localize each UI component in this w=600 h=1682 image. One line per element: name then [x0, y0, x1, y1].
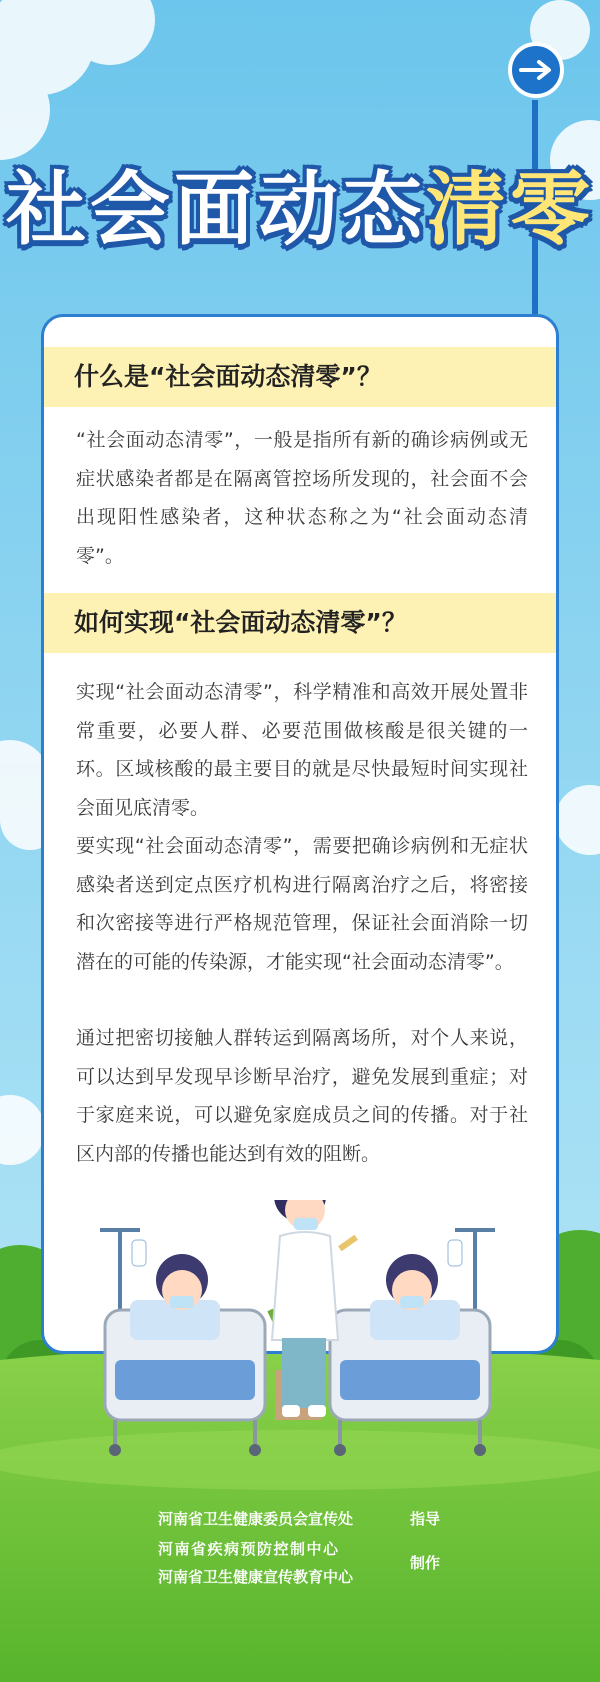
section-paragraph-how-3: 通过把密切接触人群转运到隔离场所，对个人来说，可以达到早发现早诊断早治疗，避免发展到重症；对于家庭来说，可以避免家庭成员之间的传播。对于社区内部的传播也能达到有效的阻断。 [76, 1027, 528, 1165]
page-title [0, 160, 600, 260]
title-highlight: 清零 [426, 163, 594, 256]
credit-org-2: 河南省疾病预防控制中心 [158, 1540, 340, 1558]
section-heading-how: 如何实现“社会面动态清零”？ [44, 593, 556, 653]
section-heading-what: 什么是“社会面动态清零”？ [44, 347, 556, 407]
content-card [41, 314, 559, 1354]
section-paragraph-how-1: 实现“社会面动态清零”，科学精准和高效开展处置非常重要，必要人群、必要范围做核酸是很关键的一环。区域核酸的最主要目的就是尽快最短时间实现社会面见底清零。 [76, 681, 528, 819]
next-button[interactable] [508, 42, 564, 98]
title-main: 社会面动态 [6, 163, 426, 256]
credit-role-guide: 指导 [410, 1510, 441, 1528]
credit-org-1: 河南省卫生健康委员会宣传处 [158, 1510, 354, 1528]
credit-role-produce: 制作 [410, 1554, 441, 1572]
arrow-right-icon [519, 59, 553, 81]
section-paragraph-what: “社会面动态清零”，一般是指所有新的确诊病例或无症状感染者都是在隔离管控场所发现的，社会面不会出现阳性感染者，这种状态称之为“社会面动态清零”。 [76, 429, 528, 567]
credit-org-3: 河南省卫生健康宣传教育中心 [158, 1568, 354, 1586]
hospital-illustration [0, 1200, 600, 1500]
section-paragraph-how-2: 要实现“社会面动态清零”，需要把确诊病例和无症状感染者送到定点医疗机构进行隔离治疗之后，将密接和次密接等进行严格规范管理，保证社会面消除一切潜在的可能的传染源，才能实现“社会面动态清零”。 [76, 835, 528, 973]
